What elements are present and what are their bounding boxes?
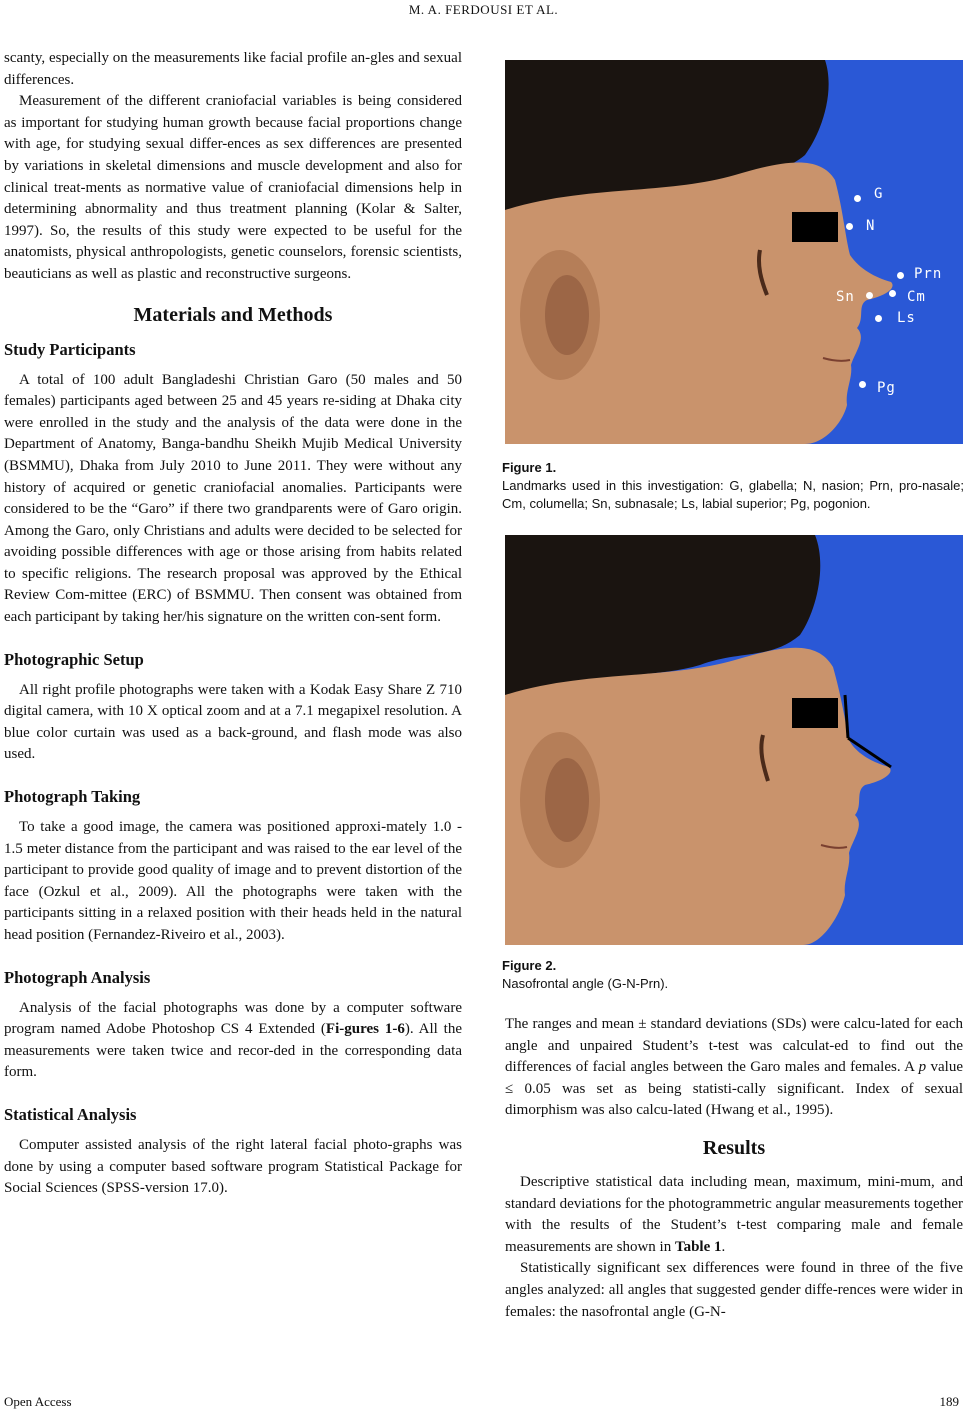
subheading-photo-analysis: Photograph Analysis [4, 967, 151, 987]
page-number: 189 [939, 1394, 959, 1409]
figure-1-label: Figure 1. [502, 460, 557, 475]
subheading-photo-setup: Photographic Setup [4, 649, 144, 669]
subheading-participants: Study Participants [4, 339, 136, 359]
landmark-dot-n [846, 223, 853, 230]
landmark-dot-prn [897, 272, 904, 279]
figure-2-label: Figure 2. [502, 958, 557, 973]
landmark-dot-g [854, 195, 861, 202]
footer-open-access: Open Access [4, 1394, 72, 1409]
landmark-dot-cm [889, 290, 896, 297]
paragraph-photo-setup: All right profile photographs were taken with a Kodak Easy Share Z 710 digital camera, with 10 X optical zoom and at a 7.1 megapixel resolution. A blue color curtain was used as a back-ground, and flash mode was also used. [4, 681, 462, 763]
landmark-label-prn: Prn [914, 266, 943, 282]
landmark-label-cm: Cm [907, 289, 926, 305]
right-column [505, 1014, 963, 1323]
landmark-label-pg: Pg [877, 380, 896, 396]
paragraph-participants: A total of 100 adult Bangladeshi Christian Garo (50 males and 50 females) participants aged between 25 and 45 years re-siding at Dhaka city were enrolled in the study and the analysis of the data were done in the Department of Anatomy, Banga-bandhu Sheikh Mujib Medical University (BSMMU), Dhaka from July 2010 to June 2011. They were without any history of acquired or genetic craniofacial anomalies. Participants were considered to be the “Garo” if there two grandparents were of Garo origin. Among the Garo, only Christians and adults were decided to be selected for avoiding possible differences with age or those arising from habits related to specific religions. The research proposal was approved by the Ethical Review Com-mittee (ERC) of BSMMU. Then consent was obtained from each participant by taking her/his signature on the written con-sent form. [4, 371, 462, 626]
landmark-label-n: N [866, 218, 876, 234]
figure-1-photo [505, 60, 963, 444]
figure-1-caption: Landmarks used in this investigation: G, glabella; N, nasion; Prn, pro-nasale; Cm, columella; Sn, subnasale; Ls, labial superior; Pg, pogonion. [502, 478, 964, 511]
paragraph-statistical: Computer assisted analysis of the right lateral facial photo-graphs was done by using a computer based software program Statistical Package for Social Sciences (SPSS-version 17.0). [4, 1136, 462, 1197]
profile-photo-2 [505, 535, 963, 945]
section-heading-results: Results [702, 1136, 766, 1159]
paragraph-significant: Statistically significant sex differences were found in three of the five angles analyzed: all angles that suggested gender diffe-rences were wider in females: the nasofrontal angle (G-N- [505, 1260, 963, 1320]
figure-2-photo [505, 535, 963, 945]
running-head: M. A. FERDOUSI ET AL. [408, 2, 559, 17]
paragraph-photo-analysis: Analysis of the facial photographs was done by a computer software program named Adobe Photoshop CS 4 Extended (Fi-gures 1-6). All the measurements were taken twice and recor-ded in the corresponding data form. [4, 999, 463, 1081]
landmark-dot-ls [875, 315, 882, 322]
landmark-dot-pg [859, 381, 866, 388]
paragraph-measurement: Measurement of the different craniofacial variables is being considered as important for studying human growth because facial proportions change with age, for studying sexual differ-ences as sex differences are presented by variations in skeletal dimensions and muscle development and also for clinical treat-ments as normative value of craniofacial dimensions help in determining abnormality and thus treatment planning (Kolar & Salter, 1997). So, the results of this study were expected to be useful for the anatomists, physical anthropologists, genetic counselors, forensic scientists, beauticians as well as plastic and reconstructive surgeons. [4, 93, 462, 282]
landmark-dot-sn [866, 292, 873, 299]
figure-reference[interactable]: Fi-gures 1-6 [325, 1021, 405, 1038]
landmark-label-g: G [874, 186, 884, 202]
table-reference[interactable]: Table 1 [674, 1238, 722, 1255]
subheading-statistical: Statistical Analysis [4, 1104, 137, 1124]
paragraph-intro-end: scanty, especially on the measurements like facial profile an-gles and sexual differences. [4, 50, 462, 88]
paragraph-ranges: The ranges and mean ± standard deviations (SDs) were calcu-lated for each angle and unpaired Student’s t-test was calculat-ed to find out the differences of facial angles between the Garo males and females. A p value ≤ 0.05 was set as being statisti-cally significant. Index of sexual dimorphism was also calcu-lated (Hwang et al., 1995). [505, 1016, 963, 1119]
section-heading-materials: Materials and Methods [133, 303, 333, 326]
paragraph-results: Descriptive statistical data including mean, maximum, mini-mum, and standard deviations for the photogrammetric angular measurements together with the results of the Student’s t-test comparing male and female measurements are shown in Table 1. [505, 1173, 963, 1255]
figure-2-caption: Nasofrontal angle (G-N-Prn). [502, 976, 669, 991]
subheading-photo-taking: Photograph Taking [4, 787, 141, 807]
landmark-label-sn: Sn [836, 289, 855, 305]
landmark-label-ls: Ls [897, 310, 916, 326]
paragraph-photo-taking: To take a good image, the camera was positioned approxi-mately 1.0 - 1.5 meter distance from the participant and was raised to the ear level of the participant to provide good quality of image and to prevent distortion of the face (Ozkul et al., 2009). All the photographs were taken with the participants sitting in a relaxed position with their heads held in the natural head position (Fernandez-Riveiro et al., 2003). [4, 819, 462, 943]
left-column [4, 48, 462, 1200]
